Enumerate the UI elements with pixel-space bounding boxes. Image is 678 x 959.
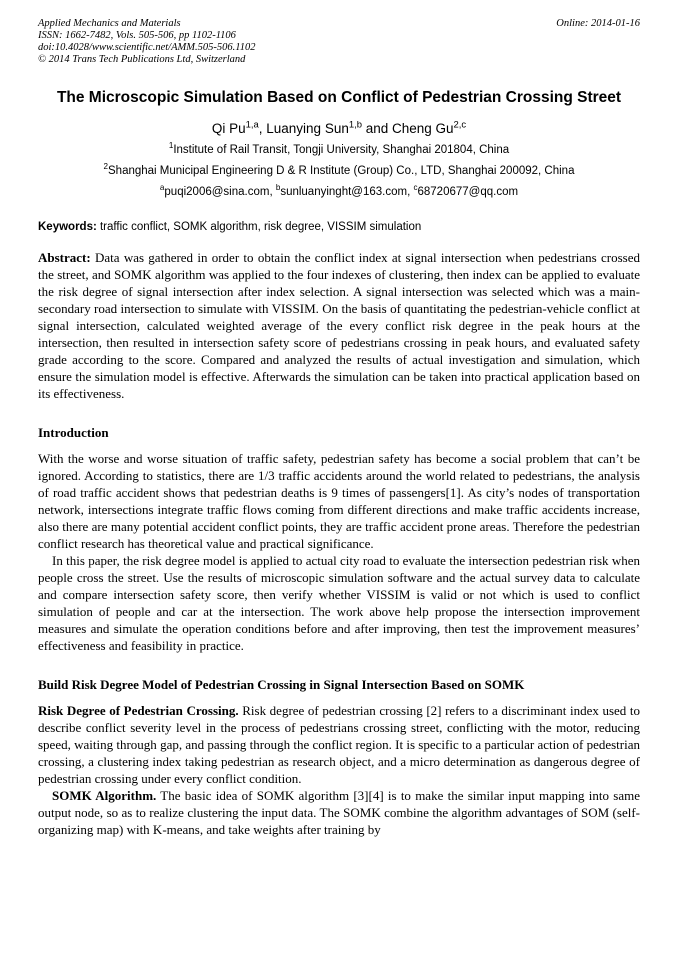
affiliation-2-superscript: 2 xyxy=(103,162,109,172)
affiliation-2-text: Shanghai Municipal Engineering D & R Institute (Group) Co., LTD, Shanghai 200092, China xyxy=(108,165,575,177)
email-superscript: a xyxy=(159,183,165,193)
email-address: sunluanyinght@163.com xyxy=(280,186,408,198)
journal-issn-line: ISSN: 1662-7482, Vols. 505-506, pp 1102-1106 xyxy=(38,30,236,41)
journal-header xyxy=(38,18,640,66)
author-superscript: 2,c xyxy=(453,119,467,131)
author-superscript: 1,a xyxy=(245,119,259,131)
journal-copyright-line: © 2014 Trans Tech Publications Ltd, Switzerland xyxy=(38,54,246,65)
abstract-paragraph xyxy=(38,249,640,402)
author-name: Qi Pu xyxy=(211,121,246,136)
affiliation-1-text: Institute of Rail Transit, Tongji University, Shanghai 201804, China xyxy=(173,144,510,156)
keywords-line xyxy=(38,221,640,233)
email-superscript: c xyxy=(413,183,418,193)
email-superscript: b xyxy=(275,183,281,193)
journal-name: Applied Mechanics and Materials xyxy=(38,18,181,29)
introduction-paragraph-2: In this paper, the risk degree model is applied to actual city road to evaluate the intersection pedestrian risk when people cross the street. Use the results of microscopic simulation software and the actual survey data to calculate and compare intersection safety score, then verify whether VISSIM is valid or not which is used to conflict simulation of people and car at the intersection. The work above help propose the intersection improvement measures and simulate the operation conditions before and after improving, then test the improvement measures’ effectiveness and feasibility in practice. xyxy=(38,553,640,653)
keywords-text: traffic conflict, SOMK algorithm, risk degree, VISSIM simulation xyxy=(96,221,422,233)
risk-degree-paragraph xyxy=(38,702,640,787)
email-separator: , xyxy=(407,186,414,198)
journal-doi-line: doi:10.4028/www.scientific.net/AMM.505-506.1102 xyxy=(38,42,256,53)
author-separator: , xyxy=(258,121,267,136)
section-heading-introduction: Introduction xyxy=(38,425,109,440)
somk-algorithm-lead: SOMK Algorithm. xyxy=(52,788,157,803)
journal-info xyxy=(38,18,255,66)
abstract-text: Data was gathered in order to obtain the conflict index at signal intersection when pedestrians crossed the street, and SOMK algorithm was applied to the four indexes of clustering, then index can be applied to evaluate the risk degree of signal intersection after index selection. A signal intersection was selected which was a main-secondary road intersection to simulate with VISSIM. On the basis of quantitating the pedestrian-vehicle conflict at signal intersection, calculated weighted average of the every conflict risk degree in the peak hours at the intersection, then resulted in intersection safety score of pedestrians crossing in peak hours, and evaluated safety grade according to the score. Compared and analyzed the results of actual investigation and simulation, which ensure the simulation model is effective. Afterwards the simulation can be taken into practical application based on its effectiveness. xyxy=(38,250,640,401)
somk-algorithm-paragraph xyxy=(38,787,640,838)
risk-degree-lead: Risk Degree of Pedestrian Crossing. xyxy=(38,703,239,718)
emails-line xyxy=(38,185,640,199)
email-separator: , xyxy=(269,186,276,198)
somk-algorithm-text: The basic idea of SOMK algorithm [3][4] is to make the similar input mapping into same output node, so as to realize clustering the input data. The SOMK combine the algorithm advantages of SOM (self-organizing map) with K-means, and take weights after training by xyxy=(38,788,640,837)
introduction-paragraph-1: With the worse and worse situation of traffic safety, pedestrian safety has become a social problem that can’t be ignored. According to statistics, there are 1/3 traffic accidents around the world related to pedestrians, the analysis of road traffic accident shows that pedestrian deaths is 9 times of passengers[1]. As city’s nodes of transportation network, intersections integrate traffic flows coming from different directions and make traffic accidents increase, also there are many potential accident conflict points, they are traffic accident prone areas. Therefore the pedestrian conflict research has theoretical value and practical significance. xyxy=(38,451,640,551)
affiliation-2 xyxy=(38,164,640,178)
author-name: Cheng Gu xyxy=(392,121,454,136)
risk-degree-text: Risk degree of pedestrian crossing [2] refers to a discriminant index used to describe conflict severity level in the process of pedestrians crossing street, conflicting with the motor, reducing speed, waiting through gap, and passing through the conflict region. It is specific to a particular action of pedestrian crossing, a clustering index taking pedestrian as research object, and a micro determination as dangerous degree of pedestrian crossing under every conflict condition. xyxy=(38,703,640,786)
email-address: 68720677@qq.com xyxy=(417,186,519,198)
online-date: Online: 2014-01-16 xyxy=(556,18,640,29)
author-superscript: 1,b xyxy=(348,119,362,131)
affiliation-1-superscript: 1 xyxy=(168,141,174,151)
authors-line xyxy=(38,121,640,136)
email-address: puqi2006@sina.com xyxy=(164,186,270,198)
paper-title: The Microscopic Simulation Based on Conflict of Pedestrian Crossing Street xyxy=(56,89,622,106)
abstract-label: Abstract: xyxy=(38,250,91,265)
author-separator: and xyxy=(361,121,392,136)
author-name: Luanying Sun xyxy=(266,121,349,136)
keywords-label: Keywords: xyxy=(38,221,97,233)
section-heading-risk-degree-model: Build Risk Degree Model of Pedestrian Crossing in Signal Intersection Based on SOMK xyxy=(38,677,525,692)
affiliation-1 xyxy=(38,143,640,157)
